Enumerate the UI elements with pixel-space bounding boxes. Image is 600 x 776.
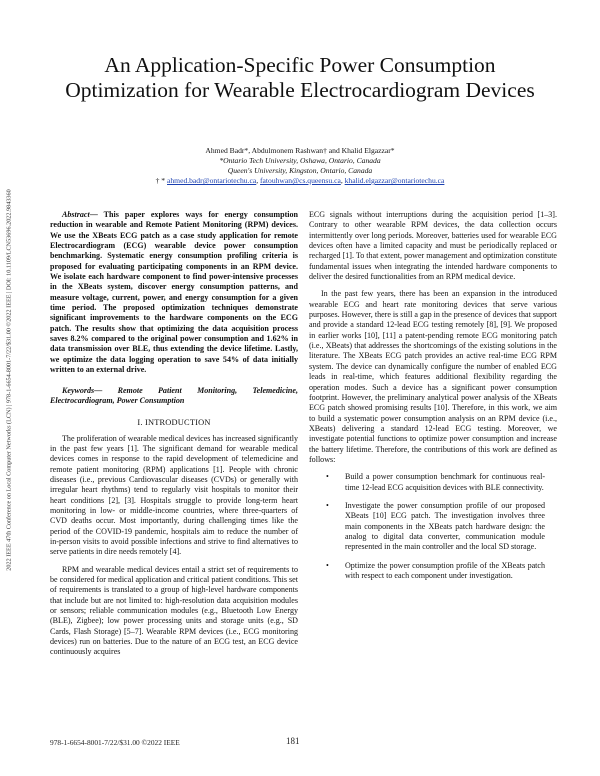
author-block bbox=[90, 146, 510, 186]
bullet-icon: • bbox=[326, 560, 329, 570]
email-link-1[interactable]: ahmed.badr@ontariotechu.ca bbox=[167, 176, 257, 185]
paper-title: An Application-Specific Power Consumption Optimization for Wearable Electrocardiogram Devices bbox=[65, 53, 535, 102]
bullet-icon: • bbox=[326, 472, 329, 482]
author-emails: † * ahmed.badr@ontariotechu.ca, fatouhwan@cs.queensu.ca, khalid.elgazzar@ontariotechu.ca bbox=[155, 176, 445, 185]
list-item bbox=[326, 472, 557, 493]
keywords-text: — Remote Patient Monitoring, Telemedicine, Electrocardiogram, Power Consumption bbox=[50, 385, 298, 405]
author-names: Ahmed Badr*, Abdulmonem Rashwan† and Khalid Elgazzar* bbox=[205, 146, 395, 155]
intro-paragraph-1: The proliferation of wearable medical devices has increased significantly in the past few years [1]. The significant demand for wearable medical devices comes in response to the rapid development of telemedicine and remote patient monitoring (RPM) applications [1]. People with chronic diseases (i.e., previous Cardiovascular diseases (CVDs) or generally with irregular heart rhythms) tend to regularly visit hospitals to monitor their heart conditions [2], [3]. Hospitals struggle to provide long-term heart monitoring in low- or middle-income countries, where three-quarters of CVD deaths occur. Most importantly, during challenging times like the period of the COVID-19 pandemic, hospitals aim to reduce the number of in-person visits to avoid possible infections and strive to find alternatives to serve patients in dire needs remotely [4]. bbox=[50, 433, 298, 557]
intro-paragraph-3: ECG signals without interruptions during the acquisition period [1–3]. Contrary to other wearable RPM devices, the data collection occurs intermittently over long periods. Moreover, batteries used for wearable ECG devices often have a limited capacity and must be periodically replaced or recharged [1]. To that extent, power management and optimization constitute fundamental issues when integrating the intended hardware components to deliver the desired functionalities from an RPM medical device. bbox=[309, 210, 557, 282]
abstract bbox=[50, 210, 298, 376]
email-prefix: † * bbox=[155, 176, 166, 185]
affiliation-2: Queen's University, Kingston, Ontario, Canada bbox=[227, 166, 373, 175]
section-heading-introduction: I. INTRODUCTION bbox=[137, 418, 211, 428]
side-doi-text: 2022 IEEE 47th Conference on Local Computer Networks (LCN) | 978-1-6654-8001-7/22/$31.00 ©2022 IEEE | DOI: 10.1109/LCN53696.2022.9843360 bbox=[5, 189, 13, 571]
affiliation-1: *Ontario Tech University, Oshawa, Ontario, Canada bbox=[219, 156, 381, 165]
email-link-2[interactable]: fatouhwan@cs.queensu.ca bbox=[260, 176, 341, 185]
keywords-label: Keywords bbox=[62, 385, 95, 395]
left-column bbox=[50, 210, 298, 658]
list-item bbox=[326, 560, 557, 582]
intro-paragraph-2: RPM and wearable medical devices entail a strict set of requirements to be considered for medical application and critical patient conditions. This set of requirements is translated to a group of high-level hardware components that include but are not limited to: high-resolution data acquisition modules or sensors; reliable communication modules (e.g., Bluetooth Low Energy (BLE), Zigbee); low power processing units and storage units (e.g., SD Cards, Flash Storage) [5–7]. Wearable RPM devices (i.e., ECG monitoring devices) run on batteries. Due to the nature of an ECG test, an ECG device continuously acquires bbox=[50, 564, 298, 657]
contribution-text: Investigate the power consumption profile of our proposed XBeats [10] ECG patch. The investigation involves three main components in the XBeats patch hardware design: the analog to digital data converter, communication module represented in the main controller and the local SD storage. bbox=[345, 500, 545, 552]
footer-copyright: 978-1-6654-8001-7/22/$31.00 ©2022 IEEE bbox=[50, 738, 180, 747]
contribution-text: Build a power consumption benchmark for continuous real-time 12-lead ECG acquisition devices with BLE connectivity. bbox=[345, 472, 545, 492]
abstract-text: — This paper explores ways for energy consumption reduction in wearable and Remote Patient Monitoring (RPM) devices. We use the XBeats ECG patch as a case study application for remote Electrocardiogram (ECG) wearable device power consumption benchmarking. Systematic energy consumption profiling criteria is proposed for evaluating participating components in an RPM device. We isolate each hardware component to find power-intensive processes in the XBeats system, discover energy consumption patterns, and measure voltage, current, power, and energy consumption for a given time period. The proposed optimization techniques demonstrate significant improvements to the hardware components on the ECG patch. The results show that optimizing the data acquisition process saves 8.2% compared to the original power consumption and 1.62% in data transmission over BLE, thus extending the device lifetime. Lastly, we optimize the data logging operation to save 54% of data initially written to an external drive. bbox=[50, 210, 298, 375]
intro-paragraph-4: In the past few years, there has been an expansion in the introduced wearable ECG and heart rate monitoring devices that serve various purposes. However, there is still a gap in the presence of devices that support and provide a standard 12-lead ECG testing remotely [8], [9]. We proposed in earlier works [10], [11] a patent-pending remote ECG monitoring patch (i.e., XBeats) that addresses the shortcomings of the existing solutions in the literature. The XBeats ECG patch provides an active real-time ECG RPM system. The device can dynamically configure the number of enabled ECG leads in real-time, which features additional flexibility regarding the operation modes. Such a device has a significant power consumption footprint. However, the preliminary analytical power analysis of the XBeats ECG patch showed promising results [10]. Therefore, in this work, we aim to build a systematic power consumption analysis on an RPM device (i.e., XBeats) delivering a standard 12-lead ECG testing. Moreover, we investigate potential functions to optimize power consumption and increase the battery lifetime. Therefore, the contributions of this work are defined as follows: bbox=[309, 289, 557, 464]
contributions-list bbox=[309, 472, 557, 581]
list-item bbox=[326, 500, 557, 553]
page-number: 181 bbox=[286, 736, 300, 746]
contribution-text: Optimize the power consumption profile of the XBeats patch with respect to each component under investigation. bbox=[345, 560, 545, 580]
side-doi-note bbox=[2, 150, 16, 610]
email-link-3[interactable]: khalid.elgazzar@ontariotechu.ca bbox=[344, 176, 445, 185]
bullet-icon: • bbox=[326, 500, 329, 510]
keywords bbox=[50, 386, 298, 407]
right-column bbox=[309, 210, 557, 589]
abstract-label: Abstract bbox=[62, 210, 90, 219]
